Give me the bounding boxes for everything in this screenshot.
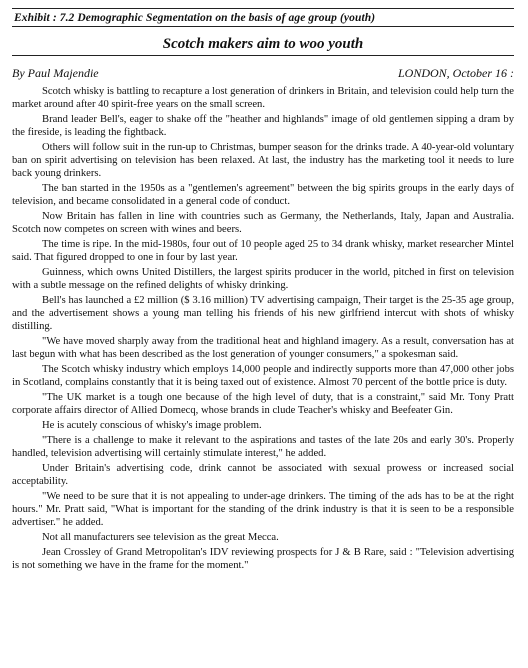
paragraph: The ban started in the 1950s as a "gentlemen's agreement" between the big spirits groups in the early days of television, and became consolidated in a general code of conduct. [12,182,514,207]
paragraph: He is acutely conscious of whisky's image problem. [42,419,262,431]
paragraph: Others will follow suit in the run-up to Christmas, bumper season for the drinks trade. A 40-year-old voluntary ban on spirit advertising on television has been relaxed. At last, the industry has the marketing tool it needs to lure back young drinkers. [12,142,514,179]
paragraph: Bell's has launched a £2 million ($ 3.16 million) TV advertising campaign, Their target is the 25-35 age group, and the advertisement shows a young man telling his friends of his new girlfriend intercut with shots of whisky distilling. [12,294,514,332]
paragraph: "We have moved sharply away from the traditional heat and highland imagery. As a result, conversation has at last begun with what has been described as the lost generation of younger consumers," a spokesman said. [12,335,514,360]
paragraph: "There is a challenge to make it relevant to the aspirations and tastes of the late 20s and early 30's. Properly handled, television advertising will certainly stimulate interest," he added. [12,434,514,459]
byline-row [12,66,514,81]
headline-divider [12,55,514,56]
article-body [12,86,514,573]
paragraph: "We need to be sure that it is not appealing to under-age drinkers. The timing of the ads has to be at the right hours." Mr. Pratt said, "What is important for the standing of the drink industry is that it is seen to be a responsible advertiser." he added. [12,490,514,528]
paragraph: "The UK market is a tough one because of the high level of duty, that is a constraint," said Mr. Tony Pratt corporate affairs director of Allied Domecq, whose brands in clude Teacher's whisky and Beefeater Gin. [12,391,514,416]
paragraph: Not all manufacturers see television as the great Mecca. [42,531,279,543]
exhibit-heading: Exhibit : 7.2 Demographic Segmentation on the basis of age group (youth) [12,8,514,27]
paragraph: Under Britain's advertising code, drink cannot be associated with sexual prowess or increased social acceptability. [12,462,514,487]
paragraph: The time is ripe. In the mid-1980s, four out of 10 people aged 25 to 34 drank whisky, market researcher Mintel said. That figured dropped to one in four by last year. [12,238,514,263]
paragraph: The Scotch whisky industry which employs 14,000 people and indirectly supports more than 47,000 other jobs in Scotland, complains constantly that it is being taxed out of existence. Almost 70 percent of the bottle price is duty. [12,363,514,388]
paragraph: Brand leader Bell's, eager to shake off the "heather and highlands" image of old gentlemen sipping a dram by the fireside, is leading the fightback. [12,114,514,138]
paragraph: Jean Crossley of Grand Metropolitan's IDV reviewing prospects for J & B Rare, said : "Television advertising is not something we have in the frame for the moment." [12,546,514,571]
paragraph: Now Britain has fallen in line with countries such as Germany, the Netherlands, Italy, Japan and Australia. Scotch now competes on screen with wines and beers. [12,210,514,235]
paragraph: Guinness, which owns United Distillers, the largest spirits producer in the world, pitched in first on television with a subtle message on the refined delights of whisky drinking. [12,266,514,291]
article-headline: Scotch makers aim to woo youth [162,36,364,52]
byline-author: By Paul Majendie [12,66,99,80]
byline-dateline: LONDON, October 16 : [398,66,514,80]
paragraph: Scotch whisky is battling to recapture a lost generation of drinkers in Britain, and television could help turn the market around after 40 spirit-free years on the small screen. [12,86,514,110]
